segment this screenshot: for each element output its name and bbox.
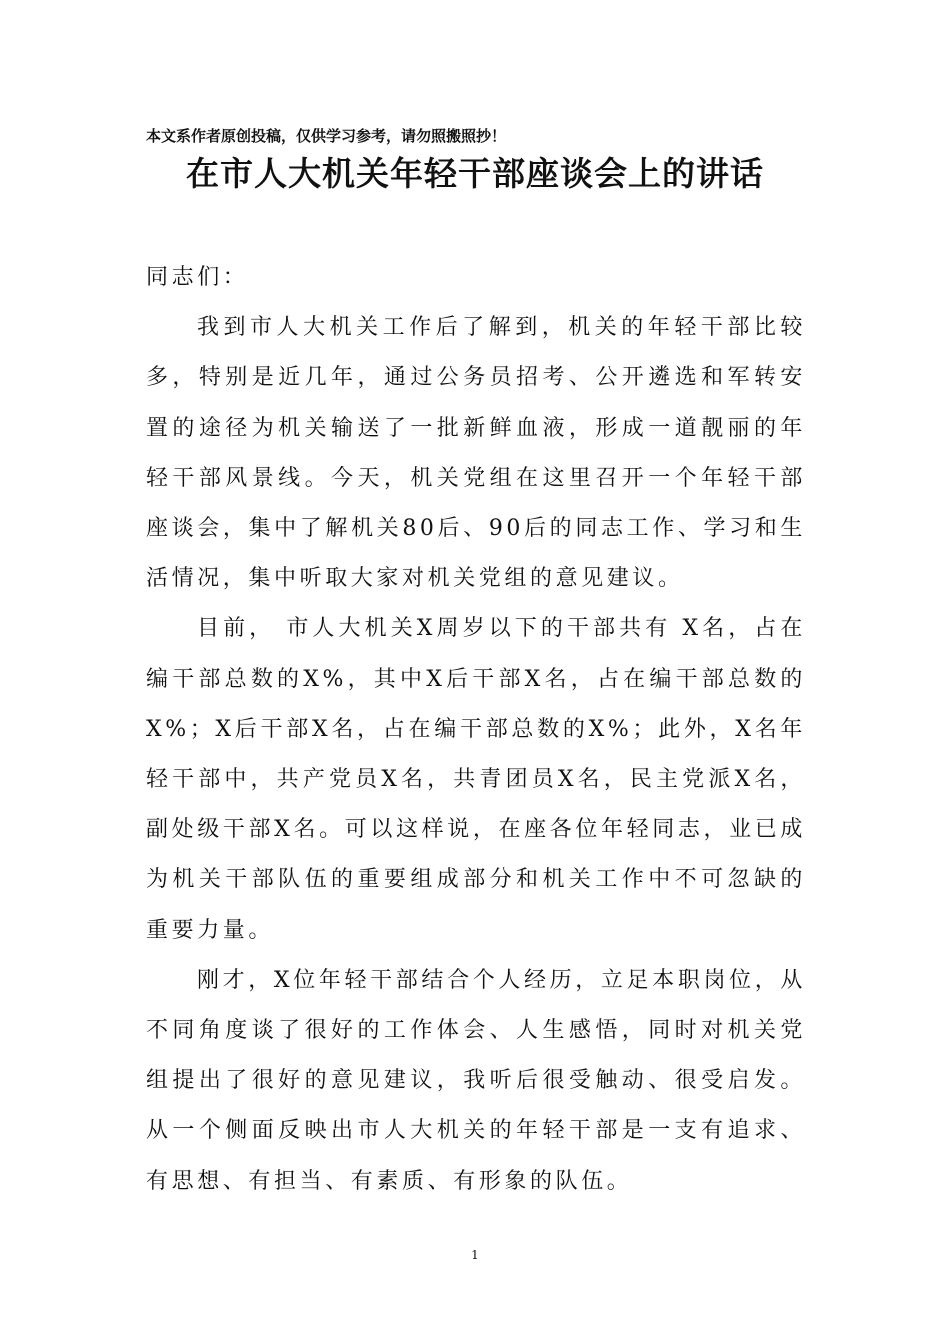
page-number: 1 xyxy=(471,1248,479,1262)
paragraph-2: 目前， 市人大机关X周岁以下的干部共有 X名，占在编干部总数的X%，其中X后干部X名，占在编干部总数的X%；X后干部X名，占在编干部总数的X%；此外，X名年轻干部中，共产党员X名，共青团员X名，民主党派X名，副处级干部X名。可以这样说，在座各位年轻同志，业已成为机关干部队伍的重要组成部分和机关工作中不可忽缺的重要力量。 xyxy=(146,616,806,943)
page-title: 在市人大机关年轻干部座谈会上的讲话 xyxy=(186,154,764,193)
copyright-notice: 本文系作者原创投稿，仅供学习参考，请勿照搬照抄！ xyxy=(146,127,507,145)
paragraph-3: 刚才，X位年轻干部结合个人经历，立足本职岗位，从不同角度谈了很好的工作体会、人生感悟，同时对机关党组提出了很好的意见建议，我听后很受触动、很受启发。从一个侧面反映出市人大机关的年轻干部是一支有追求、有思想、有担当、有素质、有形象的队伍。 xyxy=(146,967,806,1194)
speech-body xyxy=(146,253,806,1207)
paragraph-1: 我到市人大机关工作后了解到，机关的年轻干部比较多，特别是近几年，通过公务员招考、公开遴选和军转安置的途径为机关输送了一批新鲜血液，形成一道靓丽的年轻干部风景线。今天，机关党组在这里召开一个年轻干部座谈会，集中了解机关80后、90后的同志工作、学习和生活情况，集中听取大家对机关党组的意见建议。 xyxy=(146,315,806,592)
salutation: 同志们： xyxy=(146,265,249,290)
